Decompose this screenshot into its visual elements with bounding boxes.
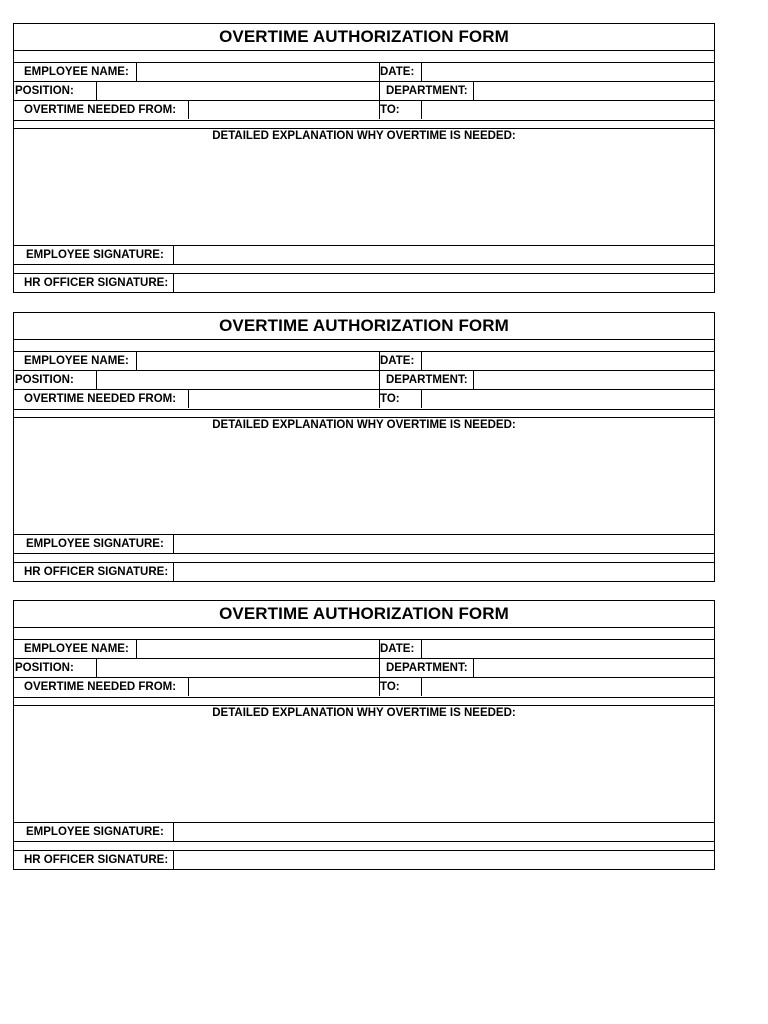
- divider: [14, 128, 714, 129]
- hr-signature-field[interactable]: [174, 563, 714, 581]
- divider: [379, 658, 380, 677]
- employee-signature-field[interactable]: [174, 535, 714, 553]
- department-label: DEPARTMENT:: [386, 85, 468, 97]
- hr-signature-label: HR OFFICER SIGNATURE:: [24, 277, 169, 289]
- form-title: OVERTIME AUTHORIZATION FORM: [219, 27, 509, 46]
- divider: [14, 697, 714, 698]
- divider: [14, 120, 714, 121]
- explanation-label: DETAILED EXPLANATION WHY OVERTIME IS NEEDED:: [212, 707, 516, 719]
- explanation-label: DETAILED EXPLANATION WHY OVERTIME IS NEEDED:: [212, 419, 516, 431]
- employee-name-label: EMPLOYEE NAME:: [24, 643, 129, 655]
- divider: [14, 264, 714, 265]
- overtime-from-field[interactable]: [189, 678, 378, 696]
- date-field[interactable]: [422, 63, 714, 81]
- date-label: DATE:: [380, 643, 415, 655]
- date-field[interactable]: [422, 640, 714, 658]
- employee-signature-label: EMPLOYEE SIGNATURE:: [26, 826, 164, 838]
- department-label: DEPARTMENT:: [386, 374, 468, 386]
- divider: [14, 339, 714, 340]
- divider: [14, 409, 714, 410]
- hr-signature-label: HR OFFICER SIGNATURE:: [24, 854, 169, 866]
- date-field[interactable]: [422, 352, 714, 370]
- divider: [14, 627, 714, 628]
- overtime-form-2: [13, 312, 715, 582]
- overtime-from-field[interactable]: [189, 390, 378, 408]
- employee-signature-label: EMPLOYEE SIGNATURE:: [26, 538, 164, 550]
- form-title: OVERTIME AUTHORIZATION FORM: [219, 316, 509, 335]
- explanation-field[interactable]: [15, 723, 714, 821]
- hr-signature-field[interactable]: [174, 274, 714, 292]
- hr-signature-label: HR OFFICER SIGNATURE:: [24, 566, 169, 578]
- form-title: OVERTIME AUTHORIZATION FORM: [219, 604, 509, 623]
- department-field[interactable]: [474, 82, 714, 100]
- employee-name-field[interactable]: [137, 63, 378, 81]
- overtime-from-field[interactable]: [189, 101, 378, 119]
- divider: [14, 841, 714, 842]
- employee-name-field[interactable]: [137, 352, 378, 370]
- department-label: DEPARTMENT:: [386, 662, 468, 674]
- employee-name-label: EMPLOYEE NAME:: [24, 355, 129, 367]
- to-label: TO:: [380, 104, 400, 116]
- position-field[interactable]: [97, 659, 378, 677]
- employee-name-field[interactable]: [137, 640, 378, 658]
- employee-signature-field[interactable]: [174, 246, 714, 264]
- explanation-label: DETAILED EXPLANATION WHY OVERTIME IS NEEDED:: [212, 130, 516, 142]
- to-field[interactable]: [422, 101, 714, 119]
- overtime-from-label: OVERTIME NEEDED FROM:: [24, 393, 177, 405]
- position-label: POSITION:: [15, 374, 74, 386]
- to-field[interactable]: [422, 390, 714, 408]
- overtime-form-1: [13, 23, 715, 293]
- employee-name-label: EMPLOYEE NAME:: [24, 66, 129, 78]
- explanation-field[interactable]: [15, 146, 714, 244]
- overtime-form-3: [13, 600, 715, 870]
- divider: [14, 553, 714, 554]
- to-label: TO:: [380, 681, 400, 693]
- explanation-field[interactable]: [15, 435, 714, 533]
- employee-signature-field[interactable]: [174, 823, 714, 841]
- department-field[interactable]: [474, 659, 714, 677]
- employee-signature-label: EMPLOYEE SIGNATURE:: [26, 249, 164, 261]
- divider: [14, 50, 714, 51]
- divider: [379, 81, 380, 100]
- position-field[interactable]: [97, 82, 378, 100]
- position-label: POSITION:: [15, 85, 74, 97]
- position-field[interactable]: [97, 371, 378, 389]
- overtime-from-label: OVERTIME NEEDED FROM:: [24, 681, 177, 693]
- divider: [379, 370, 380, 389]
- position-label: POSITION:: [15, 662, 74, 674]
- date-label: DATE:: [380, 66, 415, 78]
- to-field[interactable]: [422, 678, 714, 696]
- date-label: DATE:: [380, 355, 415, 367]
- divider: [14, 417, 714, 418]
- to-label: TO:: [380, 393, 400, 405]
- hr-signature-field[interactable]: [174, 851, 714, 869]
- department-field[interactable]: [474, 371, 714, 389]
- overtime-from-label: OVERTIME NEEDED FROM:: [24, 104, 177, 116]
- divider: [14, 705, 714, 706]
